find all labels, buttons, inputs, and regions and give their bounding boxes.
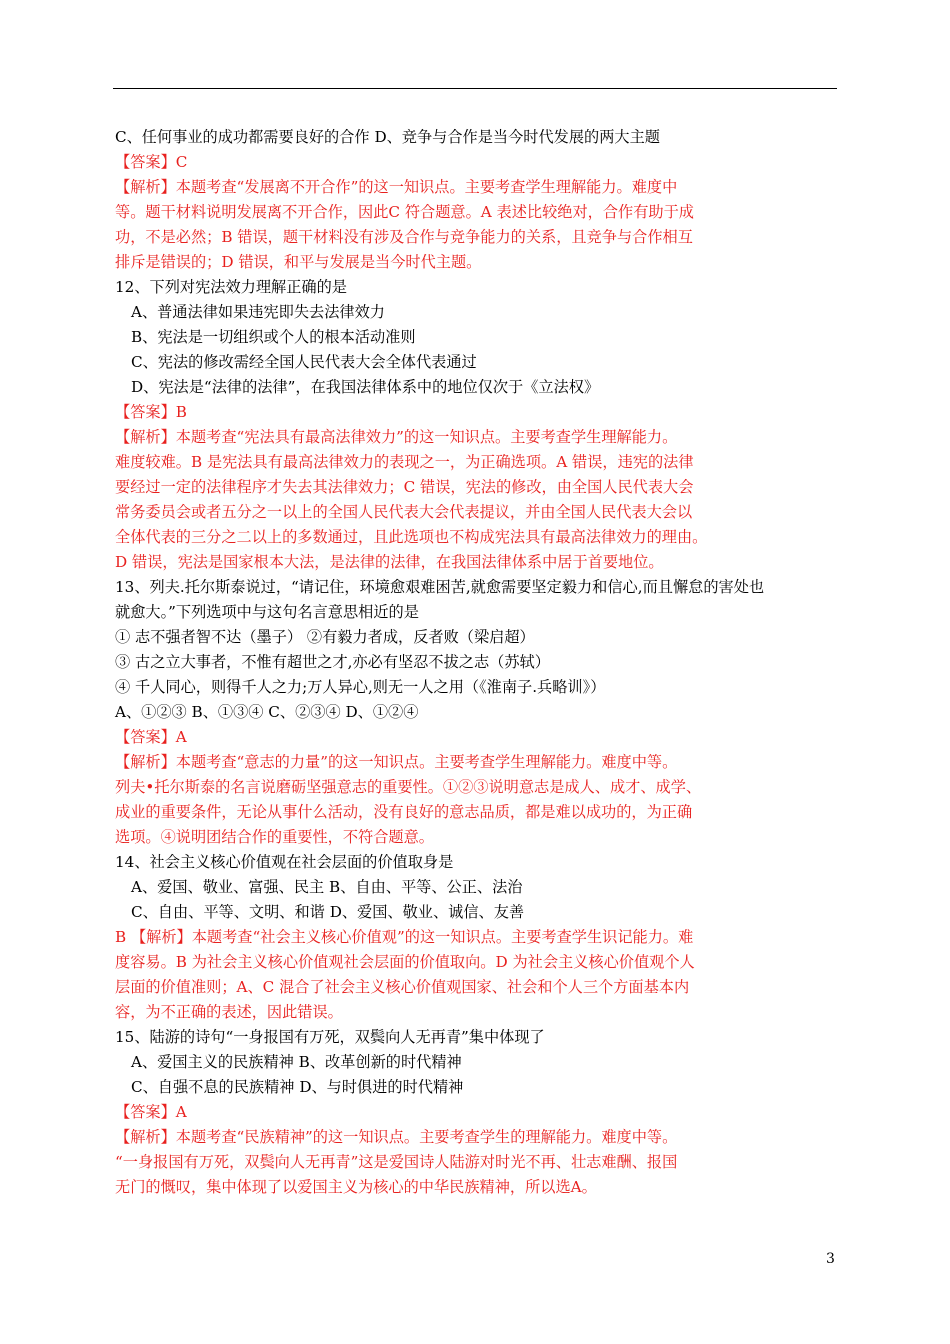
answer-line: 【答案】B bbox=[115, 403, 187, 421]
answer-line: 功，不是必然；B 错误，题干材料没有涉及合作与竞争能力的关系，且竞争与合作相互 bbox=[115, 228, 693, 246]
answer-line: D 错误，宪法是国家根本大法，是法律的法律，在我国法律体系中居于首要地位。 bbox=[115, 553, 664, 571]
question-line: ① 志不强者智不达（墨子） ②有毅力者成，反者败（梁启超） bbox=[115, 628, 535, 646]
answer-line: 等。题干材料说明发展离不开合作，因此C 符合题意。A 表述比较绝对，合作有助于成 bbox=[115, 203, 694, 221]
answer-line: 【解析】本题考查“意志的力量”的这一知识点。主要考查学生理解能力。难度中等。 bbox=[115, 753, 678, 771]
answer-line: 度容易。B 为社会主义核心价值观社会层面的价值取向。D 为社会主义核心价值观个人 bbox=[115, 953, 695, 971]
answer-line: 全体代表的三分之二以上的多数通过，且此选项也不构成宪法具有最高法律效力的理由。 bbox=[115, 528, 708, 546]
answer-line: “一身报国有万死，双鬓向人无再青”这是爱国诗人陆游对时光不再、壮志难酬、报国 bbox=[115, 1153, 678, 1171]
question-line: B、宪法是一切组织或个人的根本活动准则 bbox=[131, 328, 416, 346]
question-line: C、自强不息的民族精神 D、与时俱进的时代精神 bbox=[131, 1078, 464, 1096]
answer-line: 无门的慨叹，集中体现了以爱国主义为核心的中华民族精神，所以选A。 bbox=[115, 1178, 597, 1196]
question-line: ③ 古之立大事者，不惟有超世之才,亦必有坚忍不拔之志（苏轼） bbox=[115, 653, 550, 671]
answer-line: 【答案】C bbox=[115, 153, 188, 171]
question-line: C、自由、平等、文明、和谐 D、爱国、敬业、诚信、友善 bbox=[131, 903, 525, 921]
question-line: C、宪法的修改需经全国人民代表大会全体代表通过 bbox=[131, 353, 477, 371]
answer-line: B 【解析】本题考查“社会主义核心价值观”的这一知识点。主要考查学生识记能力。难 bbox=[115, 928, 694, 946]
question-line: D、宪法是“法律的法律”，在我国法律体系中的地位仅次于《立法权》 bbox=[131, 378, 600, 396]
answer-line: 容，为不正确的表述，因此错误。 bbox=[115, 1003, 343, 1021]
question-line: A、爱国、敬业、富强、民主 B、自由、平等、公正、法治 bbox=[131, 878, 523, 896]
question-line: C、任何事业的成功都需要良好的合作 D、竞争与合作是当今时代发展的两大主题 bbox=[115, 128, 660, 146]
answer-line: 【解析】本题考查“民族精神”的这一知识点。主要考查学生的理解能力。难度中等。 bbox=[115, 1128, 678, 1146]
header-rule bbox=[113, 88, 837, 89]
document-body bbox=[115, 125, 845, 1200]
question-line: ④ 千人同心，则得千人之力;万人异心,则无一人之用（《淮南子.兵略训》） bbox=[115, 678, 606, 696]
answer-line: 难度较难。B 是宪法具有最高法律效力的表现之一，为正确选项。A 错误，违宪的法律 bbox=[115, 453, 694, 471]
answer-line: 【答案】A bbox=[115, 1103, 187, 1121]
question-line: 就愈大。”下列选项中与这句名言意思相近的是 bbox=[115, 603, 419, 621]
answer-line: 要经过一定的法律程序才失去其法律效力；C 错误，宪法的修改，由全国人民代表大会 bbox=[115, 478, 694, 496]
answer-line: 【解析】本题考查“发展离不开合作”的这一知识点。主要考查学生理解能力。难度中 bbox=[115, 178, 678, 196]
answer-line: 【答案】A bbox=[115, 728, 187, 746]
page-number: 3 bbox=[826, 1251, 835, 1267]
question-line: 14、社会主义核心价值观在社会层面的价值取身是 bbox=[115, 853, 454, 871]
answer-line: 成业的重要条件，无论从事什么活动，没有良好的意志品质，都是难以成功的，为正确 bbox=[115, 803, 693, 821]
question-line: A、①②③ B、①③④ C、②③④ D、①②④ bbox=[115, 703, 419, 721]
question-line: 13、列夫.托尔斯泰说过，“请记住，环境愈艰难困苦,就愈需要坚定毅力和信心,而且懈怠的害处也 bbox=[115, 578, 765, 596]
answer-line: 列夫•托尔斯泰的名言说磨砺坚强意志的重要性。①②③说明意志是成人、成才、成学、 bbox=[115, 778, 702, 796]
question-line: 12、下列对宪法效力理解正确的是 bbox=[115, 278, 347, 296]
question-line: 15、陆游的诗句“一身报国有万死，双鬓向人无再青”集中体现了 bbox=[115, 1028, 545, 1046]
answer-line: 常务委员会或者五分之一以上的全国人民代表大会代表提议，并由全国人民代表大会以 bbox=[115, 503, 693, 521]
answer-line: 选项。④说明团结合作的重要性，不符合题意。 bbox=[115, 828, 434, 846]
question-line: A、爱国主义的民族精神 B、改革创新的时代精神 bbox=[131, 1053, 462, 1071]
answer-line: 排斥是错误的；D 错误，和平与发展是当今时代主题。 bbox=[115, 253, 482, 271]
question-line: A、普通法律如果违宪即失去法律效力 bbox=[131, 303, 385, 321]
answer-line: 【解析】本题考查“宪法具有最高法律效力”的这一知识点。主要考查学生理解能力。 bbox=[115, 428, 678, 446]
answer-line: 层面的价值准则；A、C 混合了社会主义核心价值观国家、社会和个人三个方面基本内 bbox=[115, 978, 690, 996]
